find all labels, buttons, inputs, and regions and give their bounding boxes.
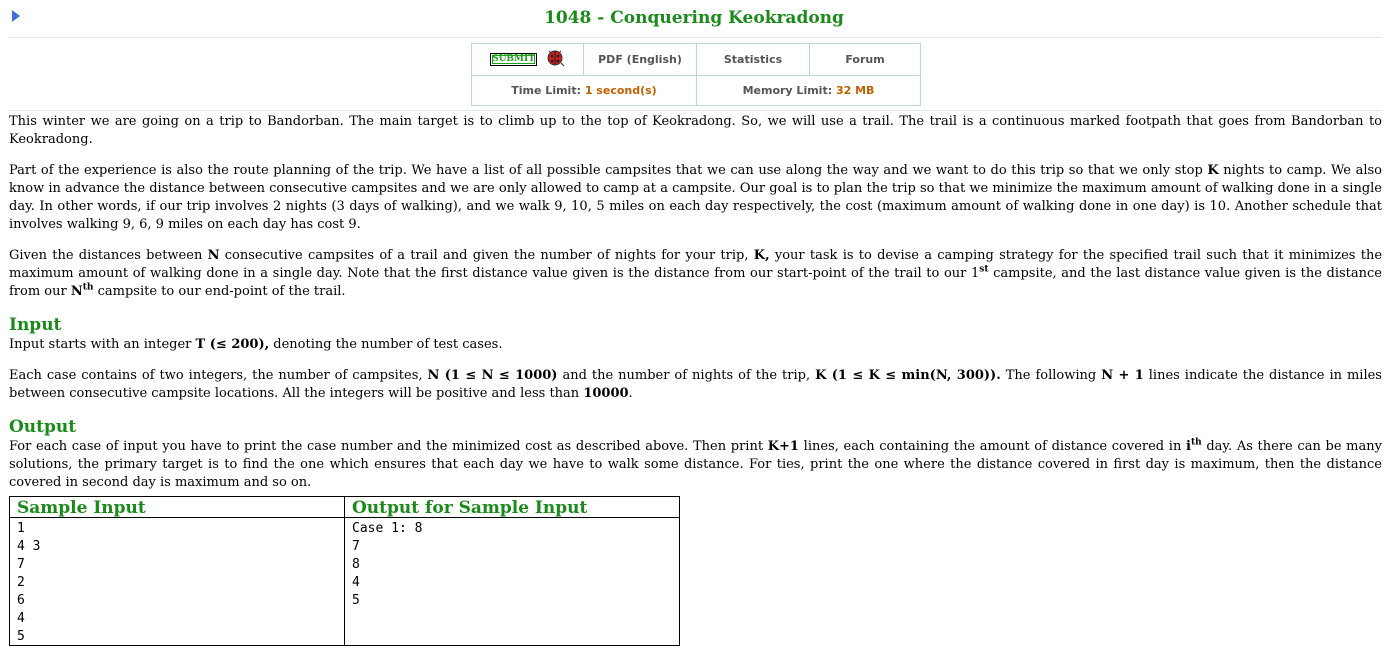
forum-cell [809,44,920,75]
input-text: Each case contains of two integers, the number of campsites, [9,368,423,383]
input-paragraph-1 [9,336,1382,354]
output-text: lines, each containing the amount of distance covered in [803,439,1182,454]
statistics-cell [696,44,809,75]
sample-output-text: Case 1: 8 7 8 4 5 [352,521,423,608]
math-n: N [207,248,220,263]
sample-input-header: Sample Input [10,497,344,518]
memory-limit [696,76,920,105]
statement-text: This winter we are going on a trip to Bandorban. The main target is to climb up to the top of Keokradong. So, we will use a trail. The trail is a continuous marked footpath that goes from Bandorban to Keokradong. [9,114,1382,147]
sample-input-column [10,497,345,645]
problem-info-table [471,43,921,106]
superscript: st [979,264,989,275]
statement-divider [8,110,1382,111]
sample-input-text: 1 4 3 7 2 6 4 5 [17,521,41,644]
bug-report-icon[interactable] [545,47,565,67]
statement-text: consecutive campsites of a trail and given the number of nights for your trip, [224,248,749,263]
statement-text: campsite to our end-point of the trail. [97,284,346,299]
pdf-link[interactable]: PDF (English) [598,53,682,66]
math-10000: 10000 [583,386,629,401]
statement-text: nights to camp. We also know in advance the distance between consecutive campsites and we are only allowed to camp at a campsite. Our goal is to plan the trip so that we minimize the maximum amount of walking done in a single day. In other words, if our trip involves 2 nights (3 days of walking), and we walk 9, 10, 5 miles on each day respectively, the cost (maximum amount of walking done in one day) is 10. Another schedule that involves walking 9, 6, 9 miles on each day has cost 9. [9,163,1382,232]
math-t: T (≤ 200), [195,337,270,352]
math-k: K [1207,163,1219,178]
memory-limit-value: 32 MB [835,84,875,97]
math-k-plus-1: K+1 [767,439,799,454]
output-heading: Output [9,417,77,437]
input-text: . [628,386,633,401]
input-text: and the number of nights of the trip, [562,368,811,383]
statement-text: Given the distances between [9,248,203,263]
sample-table [9,496,680,646]
sample-output-column [345,497,679,645]
output-paragraph [9,438,1382,492]
input-heading: Input [9,315,62,335]
statement-paragraph-2 [9,162,1382,234]
forum-link[interactable]: Forum [845,53,885,66]
input-text: Input starts with an integer [9,337,192,352]
title-divider [8,37,1382,38]
time-limit-label: Time Limit: [511,84,581,97]
statement-text: Part of the experience is also the route planning of the trip. We have a list of all possible campsites that we can use along the way and we want to do this trip so that we only stop [9,163,1203,178]
superscript: th [82,282,94,293]
math-k: K, [753,248,770,263]
sample-output-header: Output for Sample Input [345,497,679,518]
problem-statement [9,113,1382,505]
submit-button[interactable]: SUBMIT [492,54,535,64]
math-n-plus-1: N + 1 [1101,368,1144,383]
superscript: th [1190,437,1202,448]
statement-text: your task is to devise a camping strategy for the specified trail such that it minimizes the maximum amount of walking done in a single day. Note that the first distance value given is the distance from our start-point of the trail to our 1 [9,248,1383,281]
math-n-range: N (1 ≤ N ≤ 1000) [427,368,558,383]
time-limit-value: 1 second(s) [584,84,657,97]
memory-limit-label: Memory Limit: [742,84,833,97]
limits-row [472,76,920,105]
math-n: N [70,284,83,299]
statement-paragraph-1 [9,113,1382,149]
input-text: The following [1005,368,1097,383]
pdf-cell [583,44,696,75]
output-text: For each case of input you have to print the case number and the minimized cost as described above. Then print [9,439,764,454]
statement-text: campsite, and the last distance value given is the distance from our [9,266,1383,299]
problem-title: 1048 - Conquering Keokradong [544,8,844,28]
time-limit [472,76,696,105]
links-row [472,44,920,76]
output-text: day. As there can be many solutions, the primary target is to find the one which ensures that each day we have to walk some distance. For ties, print the one where the distance covered in first day is maximum, then the distance covered in second day is maximum and so on. [9,439,1382,490]
input-paragraph-2 [9,367,1382,403]
input-text: lines indicate the distance in miles between consecutive campsite locations. All the integers will be positive and less than [9,368,1382,401]
math-i: i [1186,439,1191,454]
submit-cell [472,44,583,75]
statistics-link[interactable]: Statistics [723,53,783,66]
statement-paragraph-3 [9,247,1382,301]
input-text: denoting the number of test cases. [273,337,503,352]
math-k-range: K (1 ≤ K ≤ min(N, 300)). [815,368,1001,383]
